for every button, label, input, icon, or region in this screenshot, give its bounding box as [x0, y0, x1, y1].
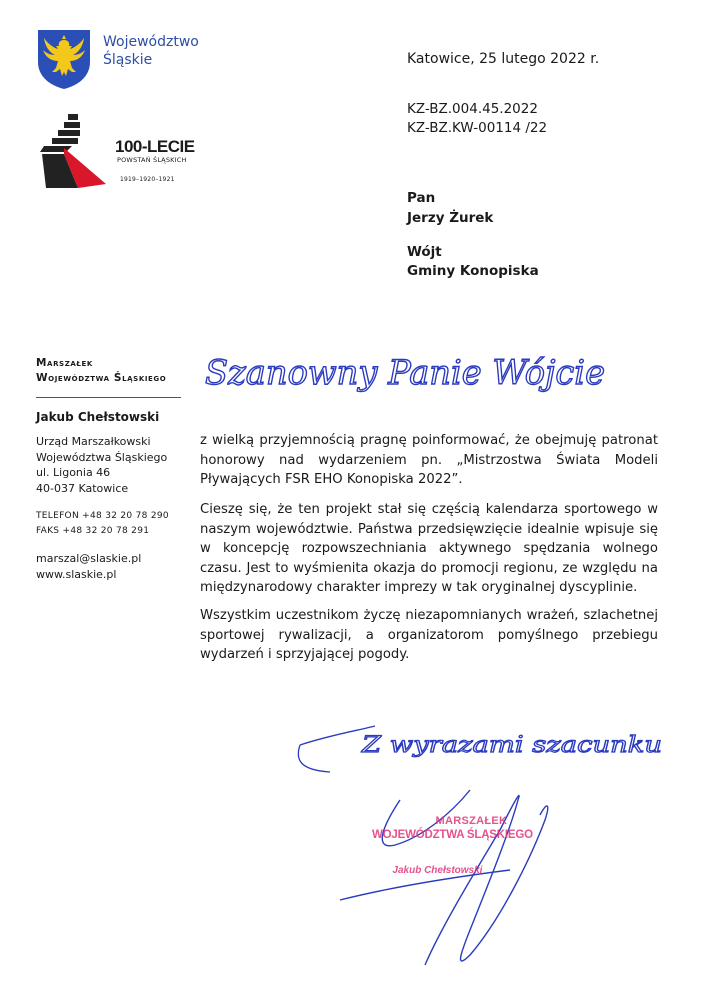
letter-date: Katowice, 25 lutego 2022 r.: [407, 51, 600, 67]
official-stamp: [372, 815, 533, 876]
website-address: www.slaskie.pl: [36, 567, 117, 581]
fax-number: FAKS +48 32 20 78 291: [36, 526, 150, 536]
brand-line1: Województwo: [103, 34, 199, 50]
body-paragraph-1: z wielką przyjemnością pragnę poinformować, że obejmuję patronat honorowy nad wydarzeniem pn. „Mistrzostwa Świata Modeli Pływających FSR EHO Konopiska 2022”.: [200, 433, 658, 488]
stamp-line-2: WOJEWÓDZTWA ŚLĄSKIEGO: [372, 829, 533, 841]
reference-number-2: KZ-BZ.KW-00114 /22: [407, 120, 548, 136]
body-paragraph-3: Wszystkim uczestnikom życzę niezapomnianych wrażeń, szlachetnej sportowej rywalizacji, a organizatorom pomyślnego przebiegu wydarzeń i sprzyjającej pogody.: [200, 608, 658, 663]
stamp-line-1: MARSZAŁEK: [435, 815, 508, 827]
handwritten-closing: Z wyrazami szacunku: [360, 733, 662, 758]
anniversary-subtitle: POWSTAŃ ŚLĄSKICH: [117, 156, 187, 164]
recipient-name: Jerzy Żurek: [407, 210, 494, 226]
sender-name: Jakub Chełstowski: [36, 410, 160, 424]
address-line: Województwa Śląskiego: [36, 450, 168, 464]
recipient-role: Wójt: [407, 244, 442, 260]
address-line: ul. Ligonia 46: [36, 466, 111, 479]
address-line: Urząd Marszałkowski: [36, 435, 151, 448]
address-line: 40-037 Katowice: [36, 481, 129, 495]
anniversary-years: 1919–1920–1921: [120, 176, 175, 183]
stamp-line-3: Jakub Chełstowski: [392, 865, 483, 876]
anniversary-title: 100-LECIE: [115, 137, 195, 156]
email-address: marszal@slaskie.pl: [36, 552, 142, 565]
handwritten-greeting: Szanowny Panie Wójcie: [205, 353, 605, 393]
brand-line2: Śląskie: [103, 52, 153, 68]
recipient-office: Gminy Konopiska: [407, 263, 539, 279]
reference-number-1: KZ-BZ.004.45.2022: [407, 101, 538, 117]
recipient-salutation: Pan: [407, 190, 436, 206]
body-paragraph-2: Cieszę się, że ten projekt stał się częścią kalendarza sportowego w naszym województwie. Państwa przedsięwzięcie idealnie wpisuje się w koncepcję rozpowszechniania aktywnego spędzania wolnego czasu. Jest to wyśmienita okazja do promocji regionu, ze względu na międzynarodowy charakter imprezy w tak oryginalnej dyscyplinie.: [200, 502, 658, 596]
sender-title-line2: Województwa Śląskiego: [36, 372, 167, 384]
sender-title-line1: Marszałek: [36, 357, 93, 369]
phone-number: TELEFON +48 32 20 78 290: [36, 511, 169, 521]
